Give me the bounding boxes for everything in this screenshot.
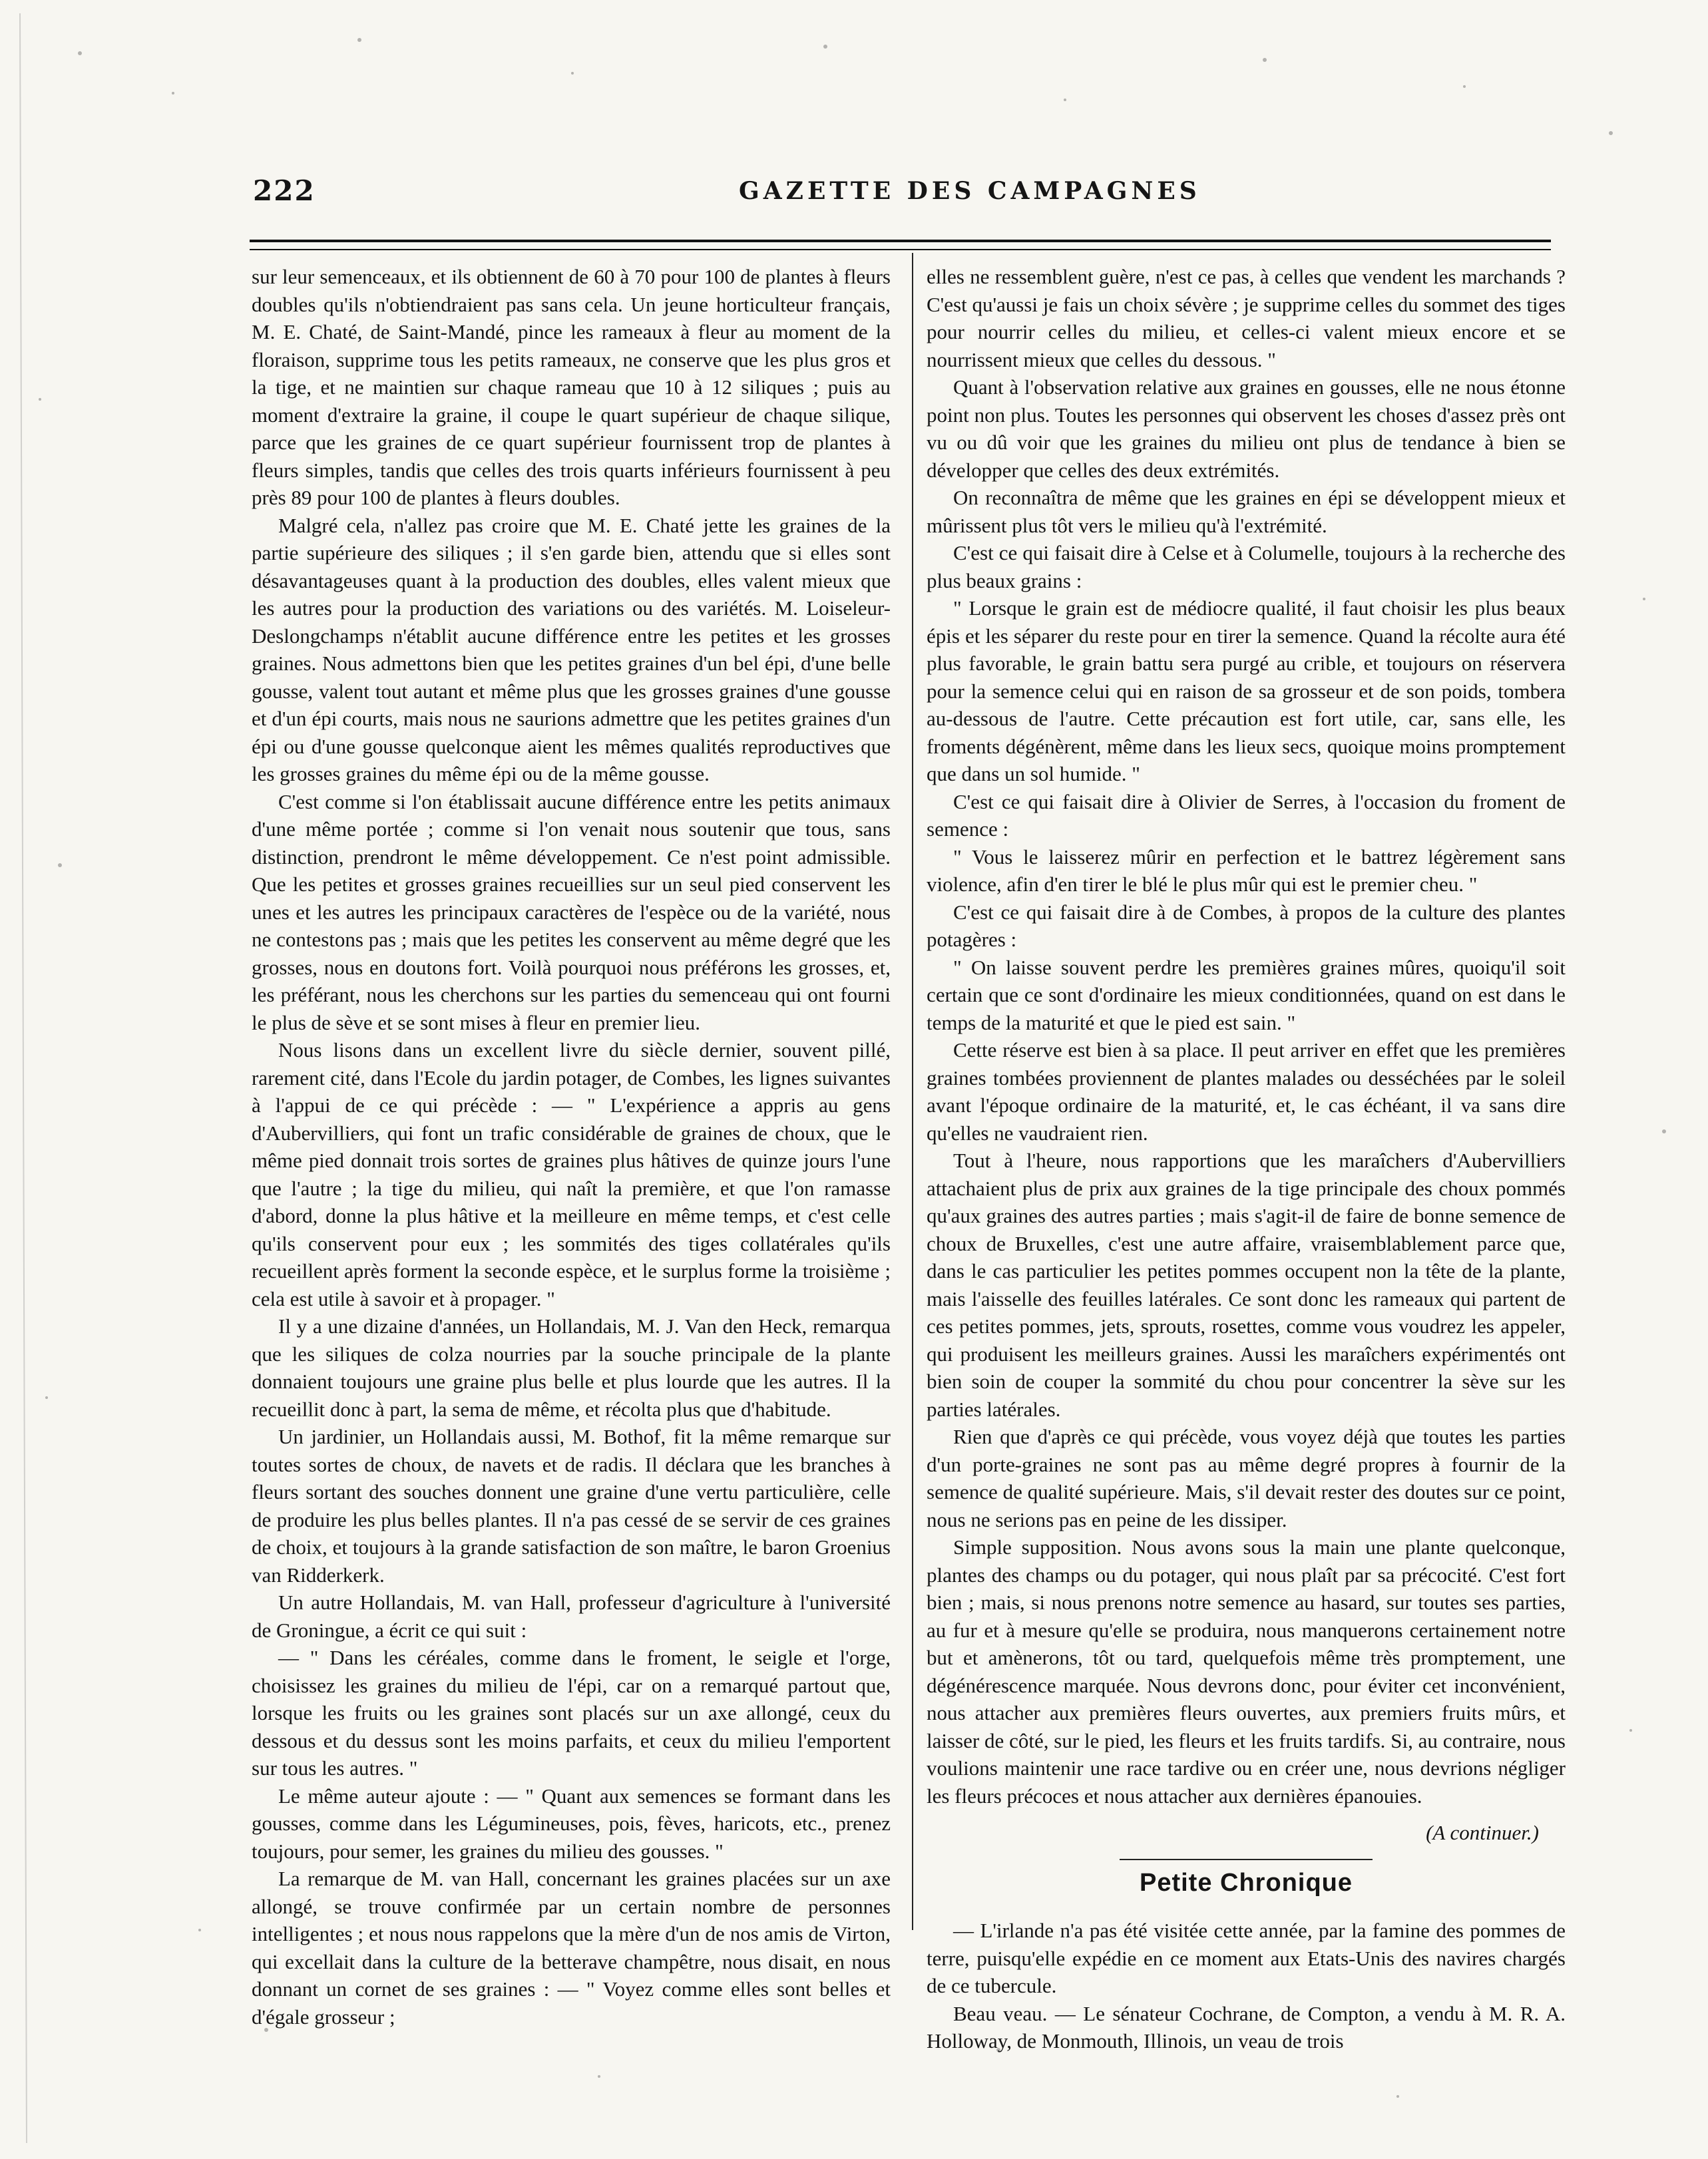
page-header	[253, 174, 1551, 221]
chronique-paragraph: Beau veau. — Le sénateur Cochrane, de Compton, a vendu à M. R. A. Holloway, de Monmouth, Illinois, un veau de trois	[927, 2001, 1566, 2053]
quote-paragraph: " On laisse souvent perdre les premières graines mûres, quoiqu'il soit certain que ce sont d'ordinaire les mieux conditionnées, quand on est dans le temps de la maturité et que le pied est sain. "	[927, 955, 1566, 1034]
paragraph: Rien que d'après ce qui précède, vous voyez déjà que toutes les parties d'un porte-graines ne sont pas au même degré propres à fournir de la semence de qualité supérieure. Mais, s'il devait rester des doutes sur ce point, nous ne serions pas en peine de les dissiper.	[927, 1425, 1566, 1531]
quote-paragraph: " Lorsque le grain est de médiocre qualité, il faut choisir les plus beaux épis et les séparer du reste pour en tirer la semence. Quand la récolte aura été plus favorable, le grain battu sera purgé au crible, et toujours on réservera pour la semence celui qui en raison de sa grosseur et de son poids, tombera au-dessous de l'autre. Cette précaution est fort utile, car, sans elle, les froments dégénèrent, même dans les lieux secs, quoique moins promptement que dans un sol humide. "	[927, 596, 1566, 785]
paragraph: Il y a une dizaine d'années, un Hollandais, M. J. Van den Heck, remarqua que les siliques de colza nourries par la souche principale de la plante donnaient toujours une graine plus belle et plus lourde que les autres. Il la recueillit donc à part, la sema de même, et récolta plus que d'habitude.	[252, 1314, 891, 1421]
quote-paragraph: " Vous le laisserez mûrir en perfection et le battrez légèrement sans violence, afin d'en tirer le blé le plus mûr qui est le premier cheu. "	[927, 845, 1566, 896]
paragraph: Un autre Hollandais, M. van Hall, professeur d'agriculture à l'université de Groningue, a écrit ce qui suit :	[252, 1591, 891, 1642]
paragraph: C'est ce qui faisait dire à Olivier de Serres, à l'occasion du froment de semence :	[927, 789, 1566, 841]
right-column	[927, 263, 1566, 2055]
paragraph: Tout à l'heure, nous rapportions que les maraîchers d'Aubervilliers attachaient plus de prix aux graines de la tige principale des choux pommés qu'aux graines des autres parties ; mais s'agit-il de faire de bonne semence de choux de Bruxelles, c'est une autre affaire, vraisemblablement parce que, dans le cas particulier les petites pommes occupent non la tête de la plante, mais l'aisselle des feuilles latérales. Ce sont donc les rameaux qui partent de ces petites pommes, jets, sprouts, rosettes, comme vous voudrez les appeler, qui produisent les meilleurs graines. Aussi les maraîchers expérimentés ont bien soin de couper la sommité du chou pour concentrer la sève sur les parties latérales.	[927, 1149, 1566, 1421]
quote-paragraph: Le même auteur ajoute : — " Quant aux semences se formant dans les gousses, comme dans les Légumineuses, pois, fèves, haricots, etc., prenez toujours, pour semer, les graines du milieu des gousses. "	[252, 1784, 891, 1863]
paragraph: Cette réserve est bien à sa place. Il peut arriver en effet que les premières graines tombées proviennent de plantes malades ou desséchées par le soleil avant l'époque ordinaire de la maturité, et, le cas échéant, il va sans dire qu'elles ne vaudraient rien.	[927, 1038, 1566, 1145]
paragraph: sur leur semenceaux, et ils obtiennent de 60 à 70 pour 100 de plantes à fleurs doubles qu'ils n'obtiendraient pas sans cela. Un jeune horticulteur français, M. E. Chaté, de Saint-Mandé, pince les rameaux à fleur au moment de la floraison, supprime tous les petits rameaux, ne conserve que les plus gros et la tige, et ne maintien sur chaque rameau que 10 à 12 siliques ; puis au moment d'extraire la graine, il coupe le quart supérieur de chaque silique, parce que les graines de ce quart supérieur fournissent trop de plantes à fleurs simples, tandis que celles des trois quarts inférieurs fournissent à peu près 89 pour 100 de plantes à fleurs doubles.	[252, 265, 891, 509]
header-rule	[250, 240, 1551, 250]
paragraph: Un jardinier, un Hollandais aussi, M. Bothof, fit la même remarque sur toutes sortes de choux, de navets et de radis. Il déclara que les branches à fleurs sortant des souches donnent une graine d'une vertu particulière, celle de produire les plus belles plantes. Il n'a pas cessé de se servir de ces graines de choix, et toujours à la grande satisfaction de son maître, le baron Groenius van Ridderkerk.	[252, 1425, 891, 1587]
paragraph: Simple supposition. Nous avons sous la main une plante quelconque, plantes des champs ou du potager, qui nous plaît par sa précocité. C'est fort bien ; mais, si nous prenons notre semence au hasard, sur toutes ses parties, au fur et à mesure qu'elle se produira, nous manquerons certainement notre but et amènerons, tôt ou tard, quelquefois même très promptement, une dégénérescence marquée. Nous devrons donc, pour éviter cet inconvénient, nous attacher aux premières fleurs ouvertes, aux premiers fruits mûrs, et laisser de côté, sur le pied, les fleurs et les fruits tardifs. Si, au contraire, nous voulions maintenir une race tardive ou en créer une, nous devrions négliger les fleurs précoces et nous attacher aux dernières épanouies.	[927, 1535, 1566, 1808]
quote-paragraph: — " Dans les céréales, comme dans le froment, le seigle et l'orge, choisissez les graines du milieu de l'épi, car on a remarqué partout que, lorsque les fruits ou les graines sont placés sur un axe allongé, ceux du dessous et du dessus sont les moins parfaits, et ceux du milieu l'emportent sur tous les autres. "	[252, 1646, 891, 1780]
paragraph: C'est comme si l'on établissait aucune différence entre les petits animaux d'une même portée ; comme si l'on venait nous soutenir que tous, sans distinction, prendront le même développement. Ce n'est point admissible. Que les petites et grosses graines recueillies sur un seul pied conservent les unes et les autres les principaux caractères de l'espèce ou de la variété, nous ne contestons pas ; mais que les petites les conservent au même degré que les grosses, nous en doutons fort. Voilà pourquoi nous préférons les grosses, et, les préférant, nous les cherchons sur les parties du semenceau qui ont fourni le plus de sève et se sont mises à fleur en premier lieu.	[252, 789, 891, 1034]
paragraph: On reconnaîtra de même que les graines en épi se développent mieux et mûrissent plus tôt vers le milieu qu'à l'extrémité.	[927, 486, 1566, 537]
paragraph: Nous lisons dans un excellent livre du siècle dernier, souvent pillé, rarement cité, dans l'Ecole du jardin potager, de Combes, les lignes suivantes à l'appui de ce qui précède : — " L'expérience a appris au gens d'Aubervilliers, qui font un trafic considérable de graines de choux, que le même pied donnait trois sortes de graines plus hâtives de quinze jours l'une que l'autre ; la tige du milieu, qui naît la première, et que l'on ramasse d'abord, donne la plus hâtive et la meilleure en même temps, et c'est celle qu'ils conservent pour eux ; les sommités des tiges collatérales qu'ils recueillent après forment la seconde espèce, et le surplus forme la troisième ; cela est utile à savoir et à propager. "	[252, 1038, 891, 1310]
paragraph: Malgré cela, n'allez pas croire que M. E. Chaté jette les graines de la partie supérieure des siliques ; il s'en garde bien, attendu que si elles sont désavantageuses quant à la production des doubles, elles valent mieux que les autres pour la production des variations ou des variétés. M. Loiseleur-Deslongchamps n'établit aucune différence entre les petites et les grosses graines. Nous admettons bien que les petites graines d'un bel épi, d'une belle gousse, valent tout autant et même plus que les grosses graines d'une gousse et d'un épi courts, mais nous ne saurions admettre que les petites graines d'un épi ou d'une gousse quelconque aient les mêmes qualités reproductives que les grosses graines du même épi ou de la même gousse.	[252, 513, 891, 785]
left-column	[252, 263, 891, 2031]
section-rule	[1120, 1859, 1373, 1860]
paragraph: C'est ce qui faisait dire à de Combes, à propos de la culture des plantes potagères :	[927, 900, 1566, 951]
paragraph: Quant à l'observation relative aux graines en gousses, elle ne nous étonne point non plus. Toutes les personnes qui observent les choses d'assez près ont vu ou dû voir que les graines du milieu ont plus de tendance à bien se développer que celles des deux extrémités.	[927, 375, 1566, 482]
journal-title: GAZETTE DES CAMPAGNES	[739, 177, 1201, 205]
column-divider	[912, 253, 913, 1930]
chronique-paragraph: — L'irlande n'a pas été visitée cette année, par la famine des pommes de terre, puisqu'elle expédie en ce moment aux Etats-Unis des navires chargés de ce tubercule.	[927, 1919, 1566, 1997]
continue-label: (A continuer.)	[1426, 1821, 1539, 1844]
page-number: 222	[253, 174, 316, 207]
paragraph: C'est ce qui faisait dire à Celse et à Columelle, toujours à la recherche des plus beaux grains :	[927, 541, 1566, 592]
paragraph: elles ne ressemblent guère, n'est ce pas, à celles que vendent les marchands ? C'est qu'aussi je fais un choix sévère ; je supprime celles du sommet des tiges pour nourrir celles du milieu, et celles-ci valent mieux encore et se nourrissent mieux que celles du dessous. "	[927, 265, 1566, 371]
paragraph: La remarque de M. van Hall, concernant les graines placées sur un axe allongé, se trouve confirmée par un certain nombre de personnes intelligentes ; et nous nous rappelons que la mère d'un de nos amis de Virton, qui excellait dans la culture de la betterave champêtre, nous disait, en nous donnant un cornet de ses graines : — " Voyez comme elles sont belles et d'égale grosseur ;	[252, 1867, 891, 2029]
section-title-petite-chronique: Petite Chronique	[1139, 1868, 1353, 1897]
